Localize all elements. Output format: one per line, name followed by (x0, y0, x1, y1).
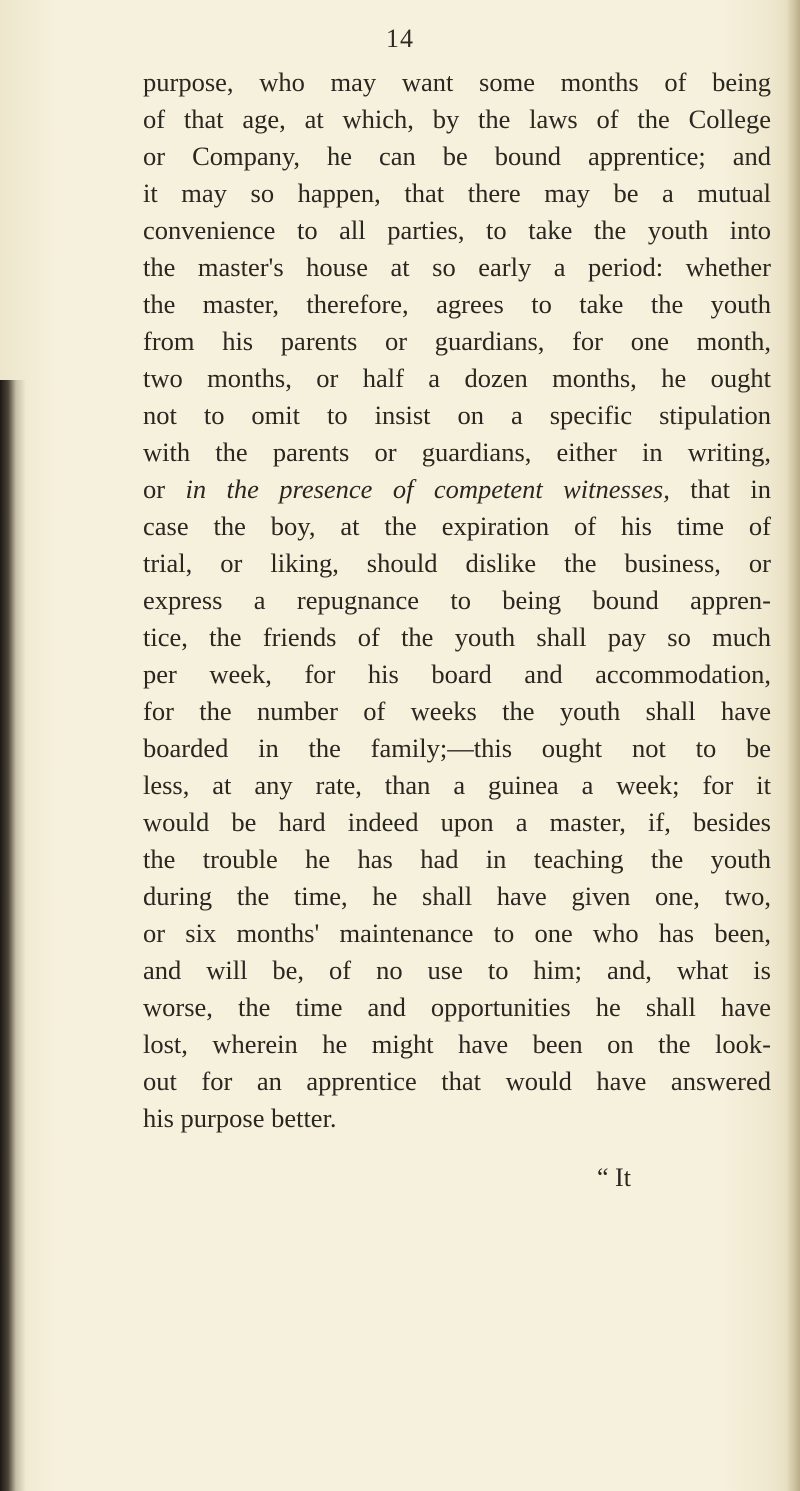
text-line: and will be, of no use to him; and, what is (143, 955, 771, 985)
text-line: with the parents or guardians, either in writing, (143, 437, 771, 467)
page-edge (786, 0, 800, 1491)
text-line: worse, the time and opportunities he shall have (143, 992, 771, 1022)
text-run: that in (669, 474, 771, 504)
text-line-italic-phrase (143, 471, 771, 507)
text-line: tice, the friends of the youth shall pay so much (143, 622, 771, 652)
italic-phrase: in the presence of competent witnesses, (185, 474, 670, 504)
text-line: during the time, he shall have given one, two, (143, 881, 771, 911)
text-line: per week, for his board and accommodation, (143, 659, 771, 689)
text-line: express a repugnance to being bound appren- (143, 585, 771, 615)
text-line: purpose, who may want some months of being (143, 67, 771, 97)
text-line: out for an apprentice that would have answered (143, 1066, 771, 1096)
binding-shadow (0, 380, 26, 1491)
text-line: of that age, at which, by the laws of the College (143, 104, 771, 134)
text-line: boarded in the family;—this ought not to be (143, 733, 771, 763)
text-line: two months, or half a dozen months, he ought (143, 363, 771, 393)
text-line: or Company, he can be bound apprentice; and (143, 141, 771, 171)
text-line: case the boy, at the expiration of his time of (143, 511, 771, 541)
text-line: the trouble he has had in teaching the youth (143, 844, 771, 874)
text-line: from his parents or guardians, for one month, (143, 326, 771, 356)
text-line: convenience to all parties, to take the youth into (143, 215, 771, 245)
text-line: the master, therefore, agrees to take the youth (143, 289, 771, 319)
text-line: would be hard indeed upon a master, if, besides (143, 807, 771, 837)
text-line: not to omit to insist on a specific stipulation (143, 400, 771, 430)
page-number: 14 (386, 24, 414, 53)
text-line: for the number of weeks the youth shall have (143, 696, 771, 726)
text-line: the master's house at so early a period: whether (143, 252, 771, 282)
text-run: or (143, 474, 186, 504)
text-line: or six months' maintenance to one who has been, (143, 918, 771, 948)
text-line-last: his purpose better. (143, 1103, 337, 1133)
catchword: “ It (597, 1163, 631, 1192)
text-line: trial, or liking, should dislike the business, or (143, 548, 771, 578)
text-line: less, at any rate, than a guinea a week; for it (143, 770, 771, 800)
text-line: lost, wherein he might have been on the look- (143, 1029, 771, 1059)
text-line: it may so happen, that there may be a mutual (143, 178, 771, 208)
